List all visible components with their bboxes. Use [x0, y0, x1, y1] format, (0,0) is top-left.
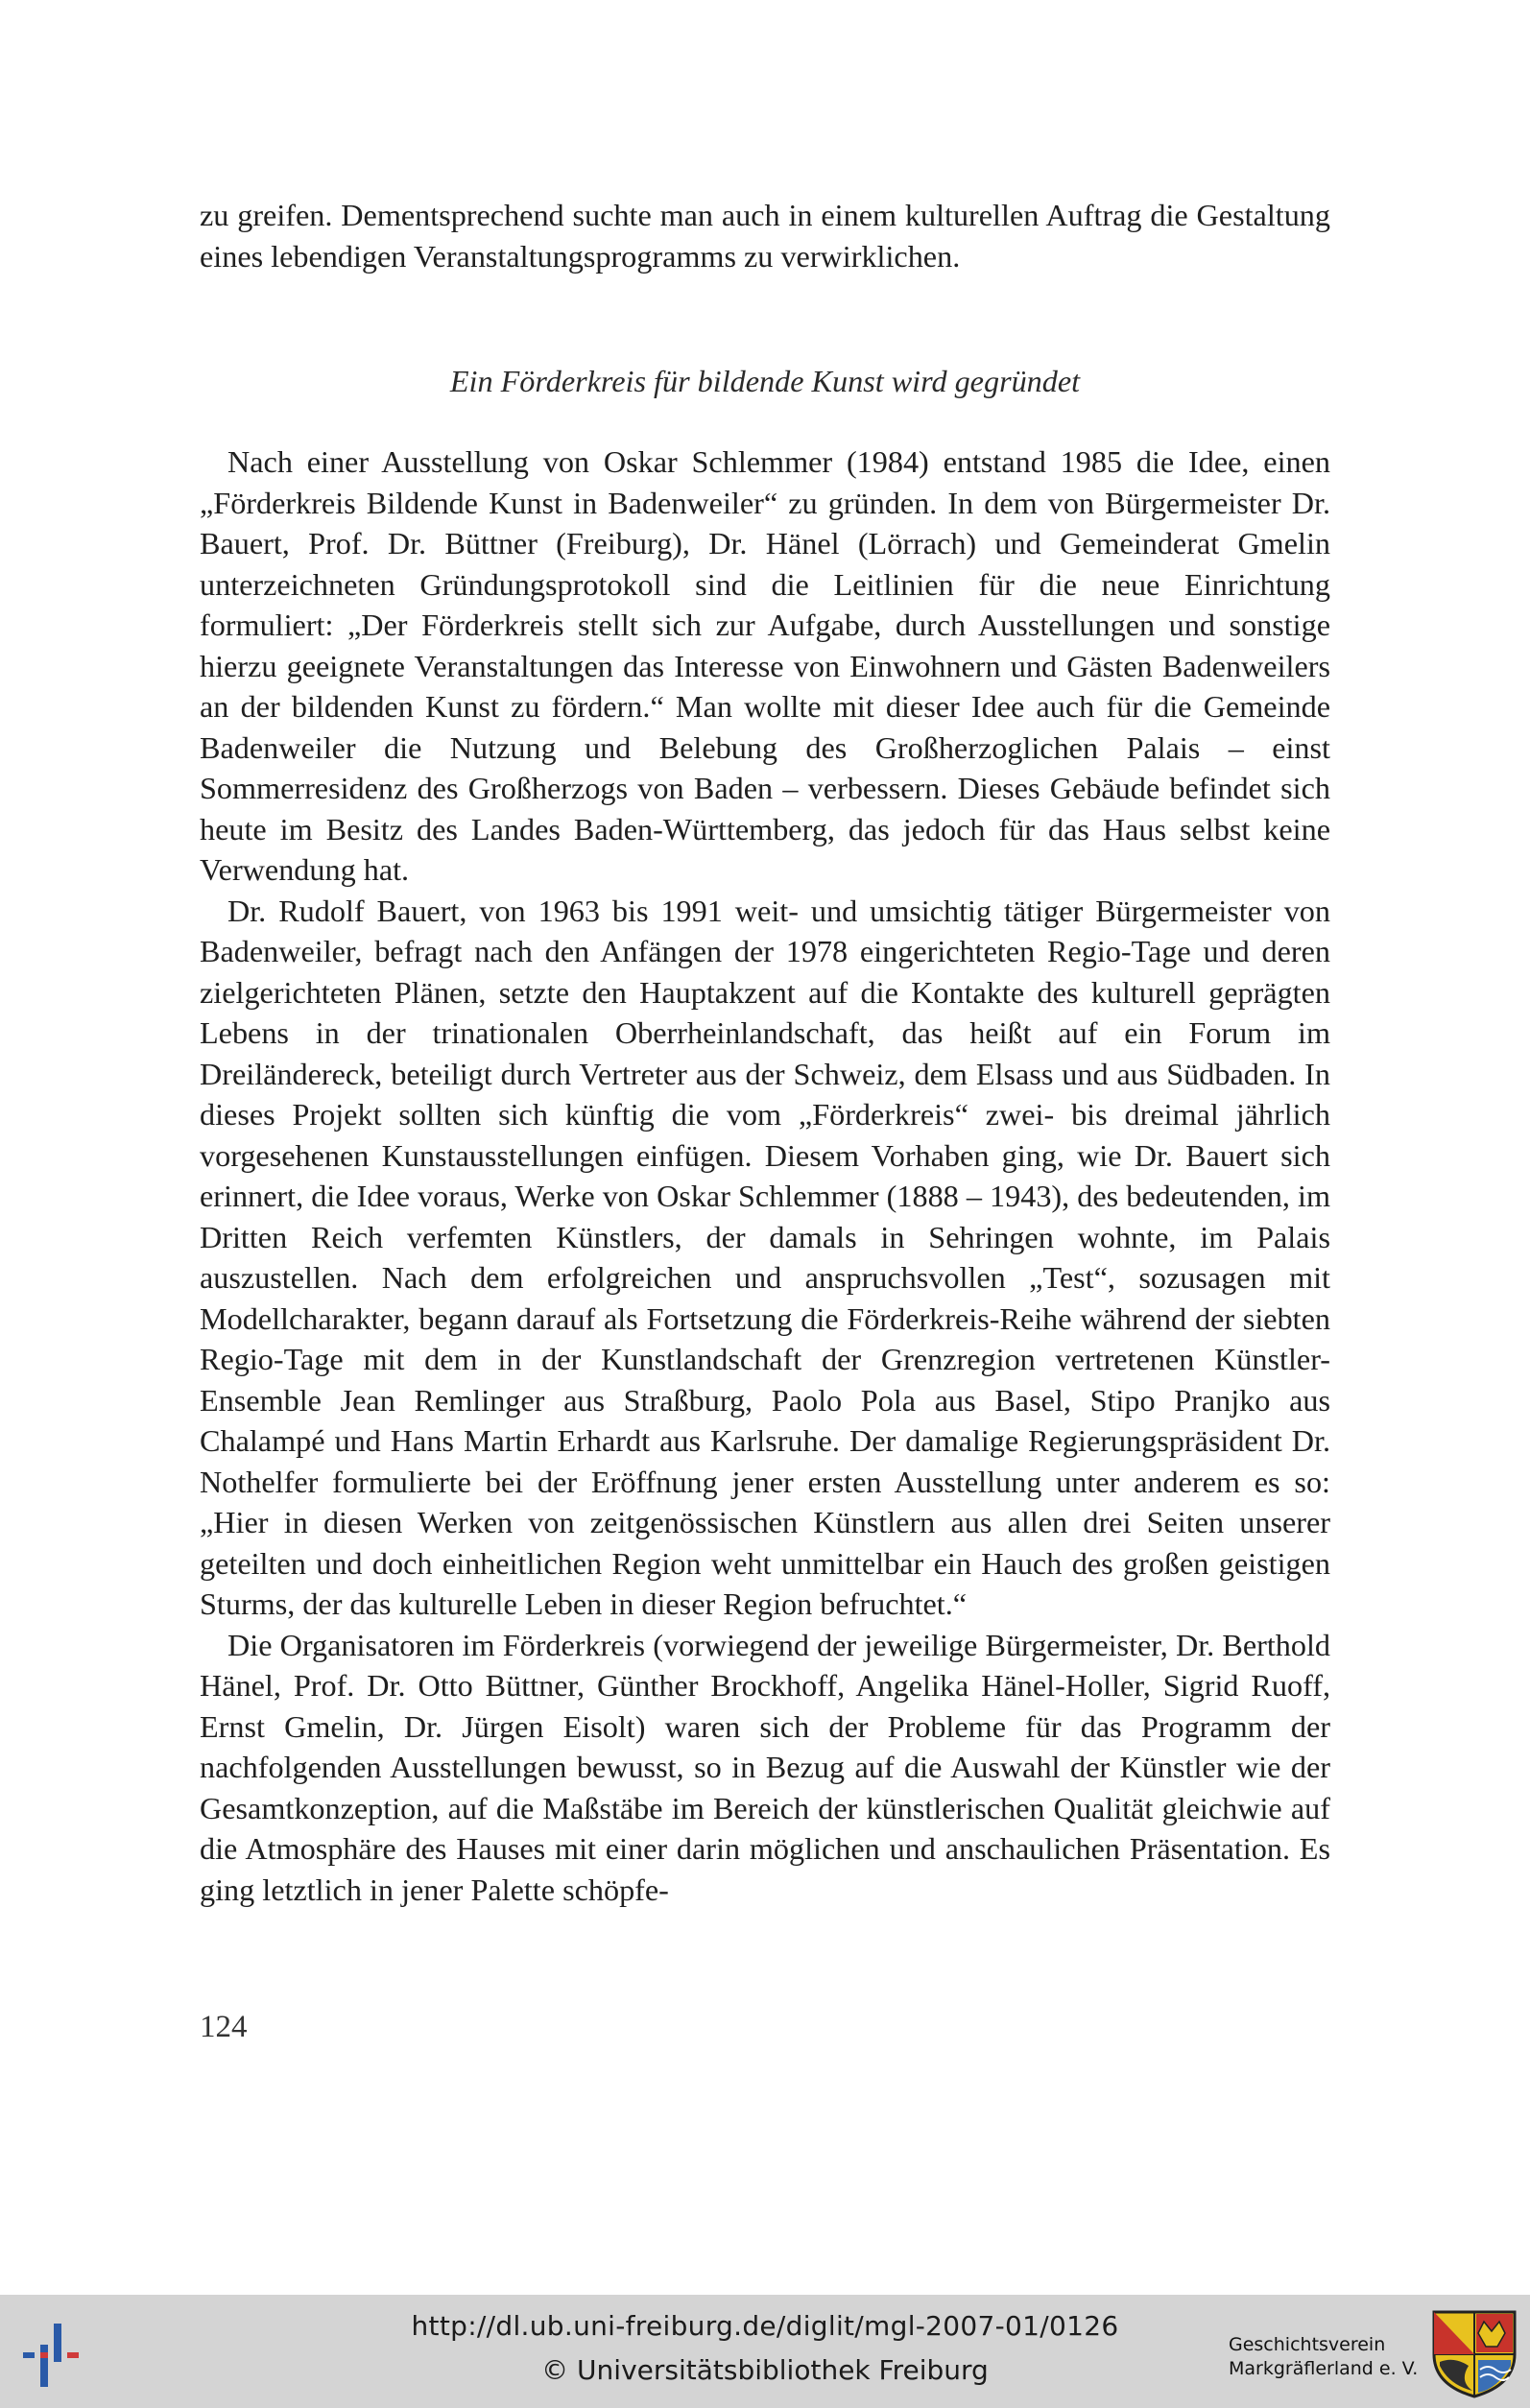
intro-paragraph: zu greifen. Dementsprechend suchte man auch in einem kulturellen Auftrag die Gestaltung eines lebendigen Veranstaltungsprogramms zu verwirklichen. [200, 198, 1330, 274]
publisher-line-2: Markgräflerland e. V. [1229, 2358, 1419, 2379]
footer-bar [0, 2295, 1530, 2408]
footer-url-link[interactable]: http://dl.ub.uni-freiburg.de/diglit/mgl-2007-01/0126 [411, 2310, 1119, 2342]
heraldic-crest-icon[interactable] [1430, 2308, 1518, 2398]
intro-paragraph-block [200, 195, 1330, 276]
publisher-label [1229, 2333, 1418, 2381]
footer-copyright: © Universitätsbibliothek Freiburg [541, 2354, 989, 2386]
body-text [200, 441, 1330, 1910]
section-heading: Ein Förderkreis für bildende Kunst wird gegründet [449, 364, 1081, 398]
page-number: 124 [200, 2010, 248, 2044]
paragraph-3: Die Organisatoren im Förderkreis (vorwiegend der jeweilige Bürgermeister, Dr. Berthold Hänel, Prof. Dr. Otto Büttner, Günther Brockhoff, Angelika Hänel-Holler, Sigrid Ruoff, Ernst Gmelin, Dr. Jürgen Eisolt) waren sich der Probleme für das Programm der nachfolgenden Ausstellungen bewusst, so in Bezug auf die Auswahl der Künstler wie der Gesamtkonzeption, auf die Maßstäbe im Bereich der künstlerischen Qualität gleichwie auf die Atmosphäre des Hauses mit einer darin möglichen und anschaulichen Präsentation. Es ging letztlich in jener Palette schöpfe- [200, 1627, 1330, 1907]
paragraph-1: Nach einer Ausstellung von Oskar Schlemmer (1984) entstand 1985 die Idee, einen „Förderkreis Bildende Kunst in Badenweiler“ zu gründen. In dem von Bürgermeister Dr. Bauert, Prof. Dr. Büttner (Freiburg), Dr. Hänel (Lörrach) und Gemeinderat Gmelin unterzeichneten Gründungsprotokoll sind die Leitlinien für die neue Einrichtung formuliert: „Der Förderkreis stellt sich zur Aufgabe, durch Ausstellungen und sonstige hierzu geeignete Veranstaltungen das Interesse von Einwohnern und Gästen Badenweilers an der bildenden Kunst zu fördern.“ Man wollte mit dieser Idee auch für die Gemeinde Badenweiler die Nutzung und Belebung des Großherzoglichen Palais – einst Sommerresidenz des Großherzogs von Baden – verbessern. Dieses Gebäude befindet sich heute im Besitz des Landes Baden-Württemberg, das jedoch für das Haus selbst keine Verwendung hat. [200, 444, 1330, 887]
publisher-line-1: Geschichtsverein [1229, 2334, 1386, 2355]
paragraph-2: Dr. Rudolf Bauert, von 1963 bis 1991 weit- und umsichtig tätiger Bürgermeister von Badenweiler, befragt nach den Anfängen der 1978 eingerichteten Regio-Tage und deren zielgerichteten Plänen, setzte den Hauptakzent auf die Kontakte des kulturell geprägten Lebens in der trinationalen Oberrheinlandschaft, das heißt auf ein Forum im Dreiländereck, beteiligt durch Vertreter aus der Schweiz, dem Elsass und aus Südbaden. In dieses Projekt sollten sich künftig die vom „Förderkreis“ zwei- bis dreimal jährlich vorgesehenen Kunstausstellungen einfügen. Diesem Vorhaben ging, wie Dr. Bauert sich erinnert, die Idee voraus, Werke von Oskar Schlemmer (1888 – 1943), des bedeutenden, im Dritten Reich verfemten Künstlers, der damals in Sehringen wohnte, im Palais auszustellen. Nach dem erfolgreichen und anspruchsvollen „Test“, sozusagen mit Modellcharakter, begann darauf als Fortsetzung die Förderkreis-Reihe während der siebten Regio-Tage mit dem in der Kunstlandschaft der Grenzregion vertretenen Künstler-Ensemble Jean Remlinger aus Straßburg, Paolo Pola aus Basel, Stipo Pranjko aus Chalampé und Hans Martin Erhardt aus Karlsruhe. Der damalige Regierungspräsident Dr. Nothelfer formulierte bei der Eröffnung jener ersten Ausstellung unter anderem es so: „Hier in diesen Werken von zeitgenössischen Künstlern aus allen drei Seiten unserer geteilten und doch einheitlichen Region weht unmittelbar ein Hauch des großen geistigen Sturms, der das kulturelle Leben in dieser Region befruchtet.“ [200, 893, 1330, 1621]
